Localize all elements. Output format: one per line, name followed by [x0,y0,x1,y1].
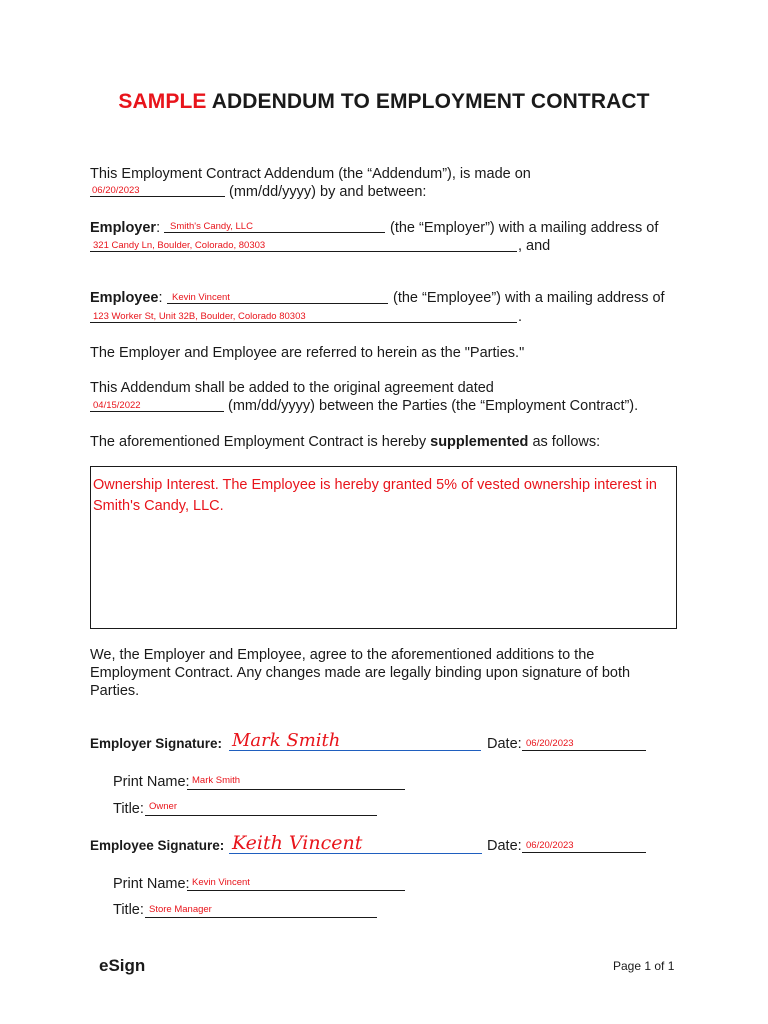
original-date-line [90,411,224,412]
employer-print-name-label: Print Name: [113,774,190,790]
employee-colon: : [158,290,163,306]
employer-print-name-line [187,789,405,790]
sample-label: SAMPLE [118,90,207,113]
page-number: Page 1 of 1 [613,959,675,973]
employer-signature[interactable]: Mark Smith [232,730,341,751]
employee-name-line [167,303,388,304]
employee-title-value[interactable]: Store Manager [149,904,212,915]
employer-address-value[interactable]: 321 Candy Ln, Boulder, Colorado, 80303 [93,240,266,251]
intro-date-suffix: (mm/dd/yyyy) by and between: [229,184,427,200]
employee-date-line [522,852,646,853]
esign-logo: eSign [99,956,146,975]
employee-address-suffix: . [518,309,523,325]
employer-label: Employer [90,220,157,236]
employer-print-name-value[interactable]: Mark Smith [192,775,241,786]
supplement-text-box[interactable] [90,466,677,629]
supplement-text: Ownership Interest. The Employee is hereby granted 5% of vested ownership interest in Smith's Candy, LLC. [93,477,657,514]
employer-name-line [164,232,385,233]
employer-title-line [145,815,377,816]
employer-date-value[interactable]: 06/20/2023 [526,738,574,749]
supplement-line [90,433,600,451]
supplement-suffix: as follows: [528,434,601,450]
parties-text: The Employer and Employee are referred to herein as the "Parties." [90,345,525,361]
employee-print-name-line [187,890,405,891]
employer-title-value[interactable]: Owner [149,801,177,812]
addendum-date-line [90,196,225,197]
supplement-prefix: The aforementioned Employment Contract is hereby [90,434,431,450]
supplement-bold: supplemented [430,434,529,450]
employee-label: Employee [90,290,159,306]
employee-date-value[interactable]: 06/20/2023 [526,840,574,851]
employer-colon: : [156,220,161,236]
employee-print-name-label: Print Name: [113,876,190,892]
original-date-suffix: (mm/dd/yyyy) between the Parties (the “Employment Contract”). [228,398,639,414]
employee-title-label: Title: [113,902,144,918]
agreement-line-1: We, the Employer and Employee, agree to the aforementioned additions to the [90,647,595,663]
employer-signature-label: Employer Signature: [90,736,223,751]
employee-name-value[interactable]: Kevin Vincent [172,292,230,303]
employer-address-line [90,251,517,252]
original-date-value[interactable]: 04/15/2022 [93,400,141,411]
employee-date-label: Date: [487,838,522,854]
employee-suffix: (the “Employee”) with a mailing address of [393,290,665,306]
intro-line: This Employment Contract Addendum (the “Addendum”), is made on [90,166,531,182]
employer-address-suffix: , and [518,238,551,254]
original-agreement-line: This Addendum shall be added to the original agreement dated [90,380,494,396]
employer-date-label: Date: [487,736,522,752]
employer-suffix: (the “Employer”) with a mailing address of [390,220,659,236]
employee-print-name-value[interactable]: Kevin Vincent [192,877,250,888]
agreement-line-3: Parties. [90,683,140,699]
employer-name-value[interactable]: Smith's Candy, LLC [170,221,253,232]
employee-address-value[interactable]: 123 Worker St, Unit 32B, Boulder, Colorado 80303 [93,311,306,322]
agreement-line-2: Employment Contract. Any changes made are legally binding upon signature of both [90,665,631,681]
employer-date-line [522,750,646,751]
employee-signature-label: Employee Signature: [90,838,225,853]
title-text: ADDENDUM TO EMPLOYMENT CONTRACT [211,90,650,113]
employee-signature[interactable]: Keith Vincent [232,832,363,854]
employer-label-wrap [90,219,160,237]
employee-label-wrap [90,289,163,307]
document-title [0,90,768,114]
employer-title-label: Title: [113,801,144,817]
employee-title-line [145,917,377,918]
employee-address-line [90,322,517,323]
addendum-date-value[interactable]: 06/20/2023 [92,185,140,196]
